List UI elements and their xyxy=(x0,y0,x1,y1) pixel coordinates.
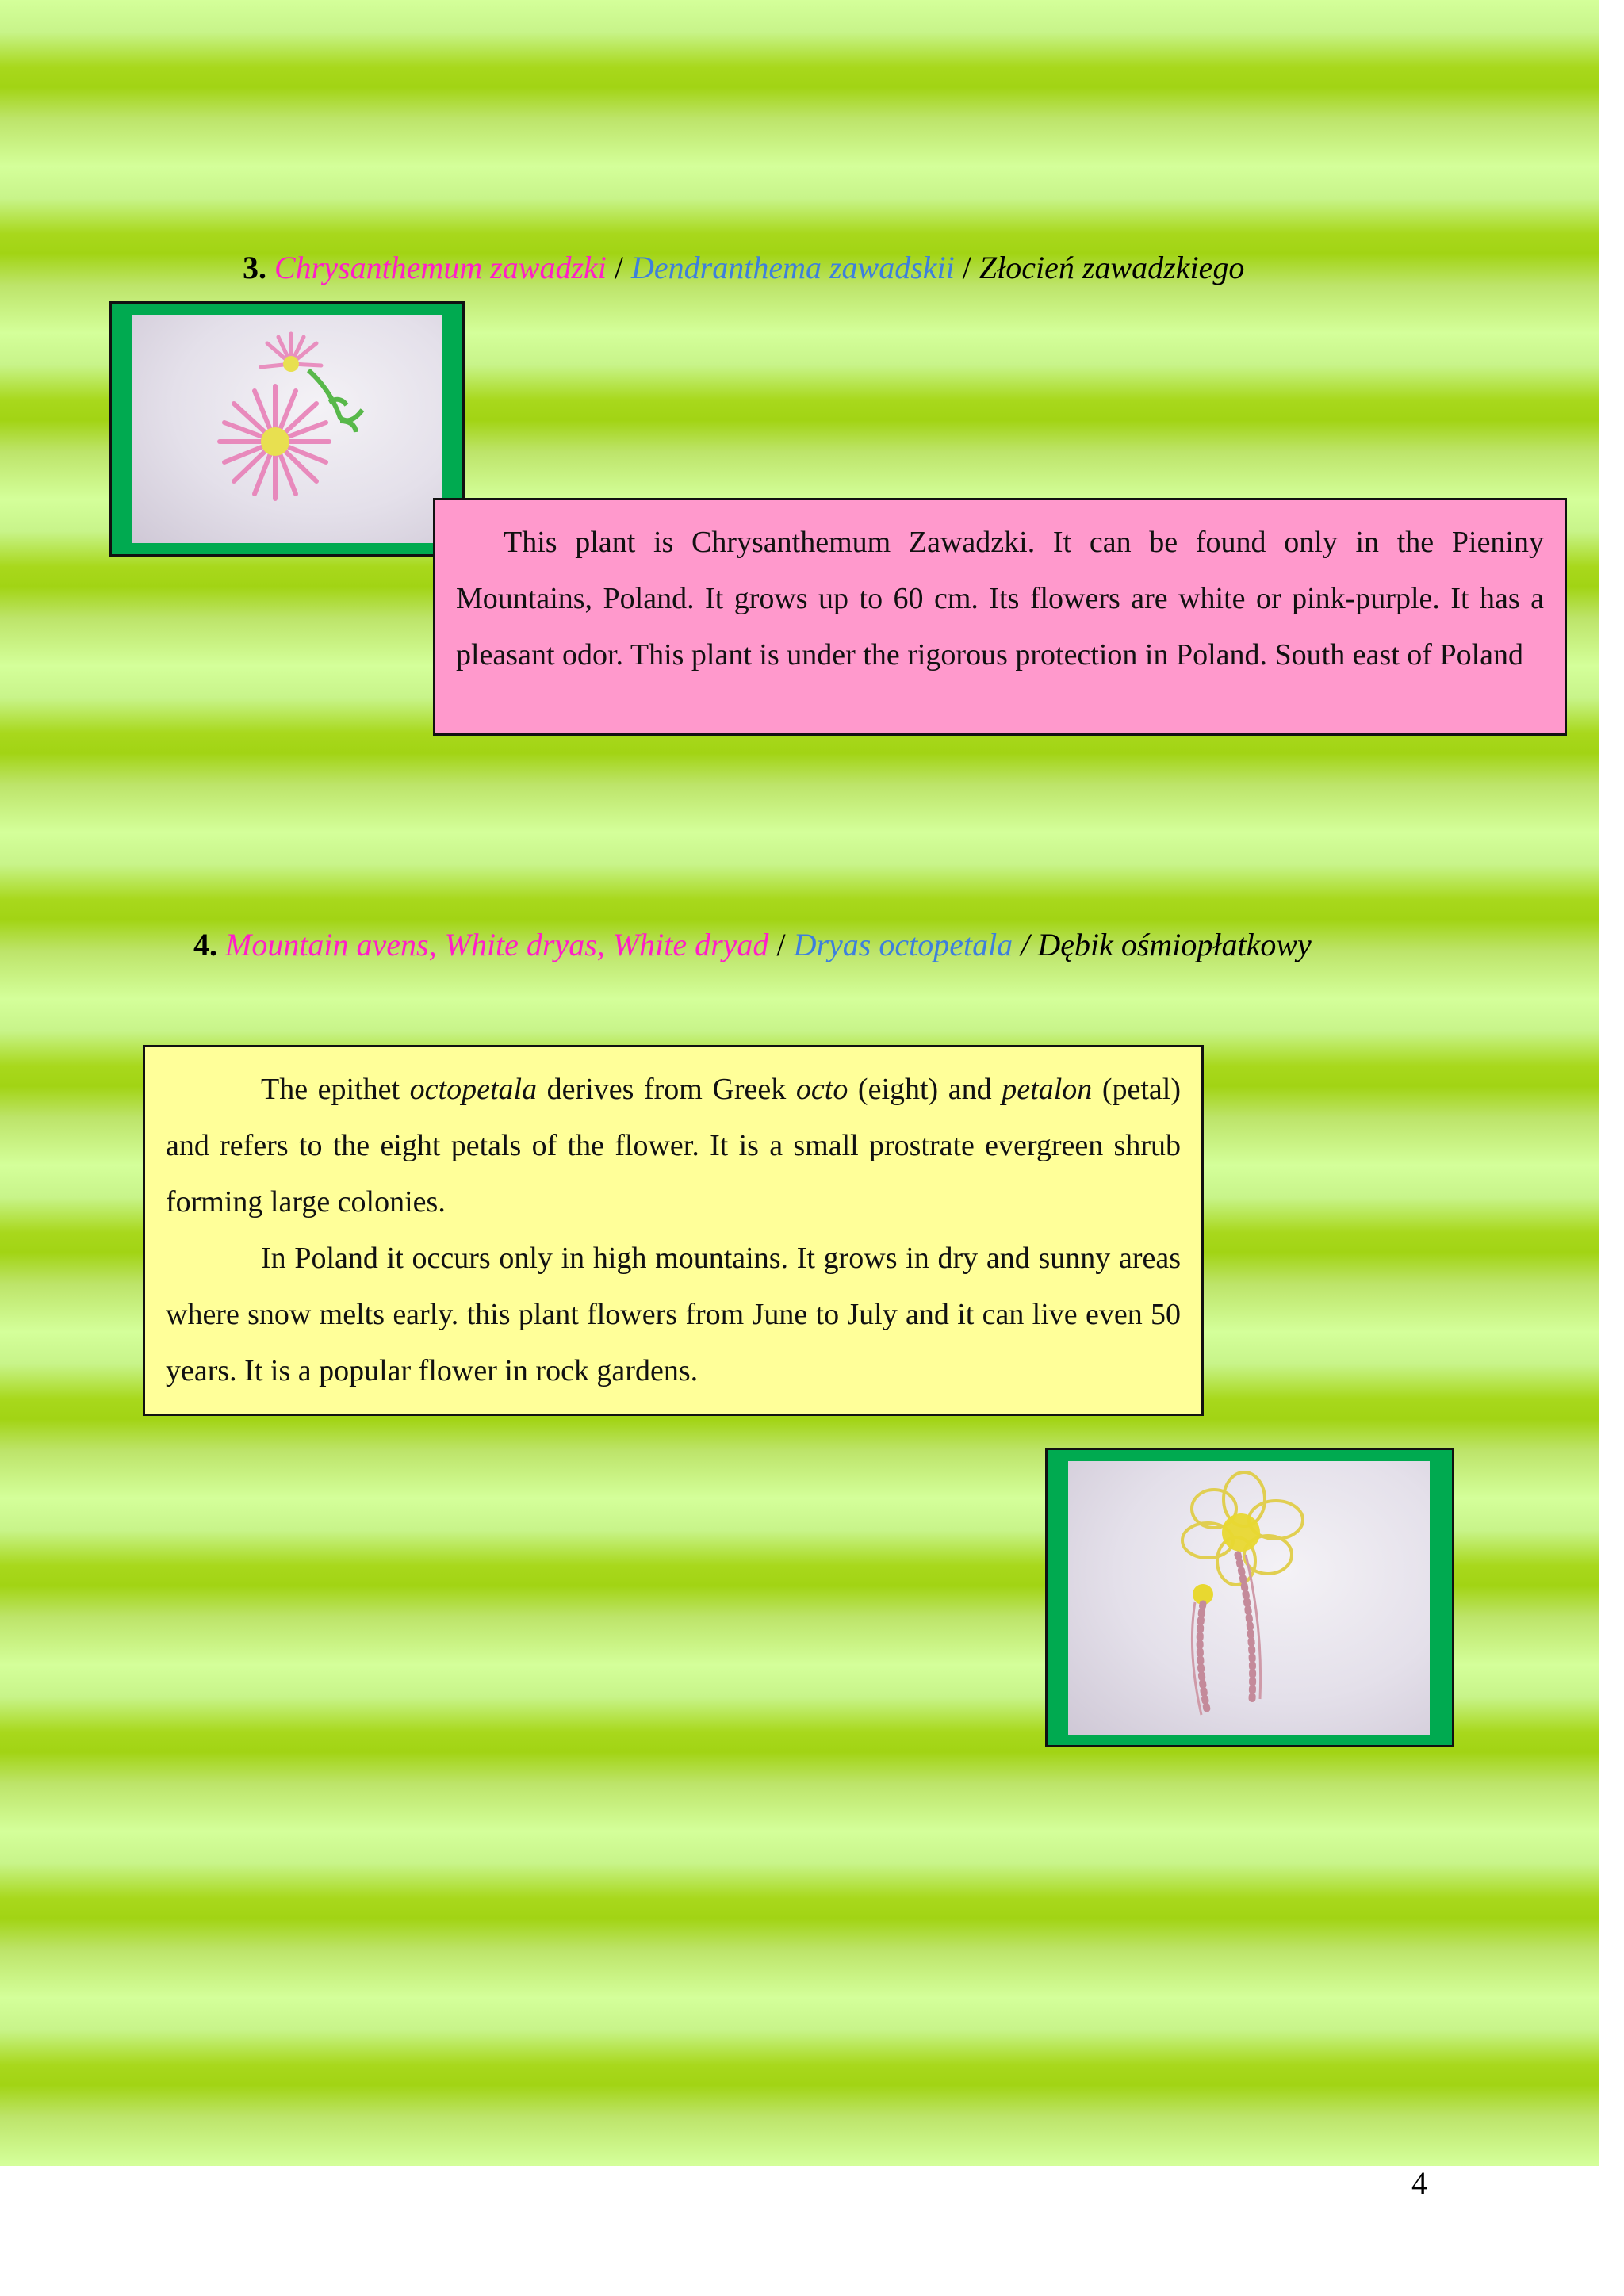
chrysanthemum-drawing-photo xyxy=(132,315,442,543)
section-3-name-polish: Złocień zawadzkiego xyxy=(979,250,1245,285)
dryas-para1-text-2: derives from Greek xyxy=(537,1073,796,1106)
section-3-name-synonym: Dendranthema zawadskii xyxy=(631,250,955,285)
dryas-para1-text-4: (petal) and refers to the eight petals of the flower. It is a small prostrate evergreen shrub forming large colonies. xyxy=(166,1073,1181,1219)
section-4-heading xyxy=(193,926,1312,964)
dryas-description-box xyxy=(143,1045,1204,1416)
section-4-separator-2: / xyxy=(1013,927,1038,962)
dryas-para1-text-1: The epithet xyxy=(261,1073,410,1106)
section-4-number: 4. xyxy=(193,927,217,962)
dryas-drawing xyxy=(1068,1461,1430,1735)
section-3-heading xyxy=(243,249,1244,287)
section-4-name-polish: Dębik ośmiopłatkowy xyxy=(1037,927,1312,962)
section-3-separator-1: / xyxy=(606,250,632,285)
dryas-paragraph-2: In Poland it occurs only in high mountains. It grows in dry and sunny areas where snow melts early. this plant flowers from June to July and it can live even 50 years. It is a popular flower in rock gardens. xyxy=(166,1242,1181,1387)
dryas-drawing-photo xyxy=(1068,1461,1430,1735)
dryas-para1-italic-3: petalon xyxy=(1002,1073,1093,1106)
chrysanthemum-photo-frame xyxy=(109,301,465,557)
section-4-separator-1: / xyxy=(768,927,794,962)
page-number: 4 xyxy=(1411,2165,1427,2201)
dryas-para1-italic-2: octo xyxy=(795,1073,848,1106)
dryas-photo-frame xyxy=(1045,1448,1454,1747)
chrysanthemum-description-box xyxy=(433,498,1567,736)
section-4-name-latin: Dryas octopetala xyxy=(793,927,1013,962)
dryas-para1-text-3: (eight) and xyxy=(848,1073,1002,1106)
section-3-separator-2: / xyxy=(954,250,979,285)
chrysanthemum-description: This plant is Chrysanthemum Zawadzki. It can be found only in the Pieniny Mountains, Poland. It grows up to 60 cm. Its flowers are white or pink-purple. It has a pleasant odor. This plant is under the rigorous protection in Poland. South east of Poland xyxy=(456,526,1544,672)
chrysanthemum-drawing xyxy=(132,315,442,543)
section-3-number: 3. xyxy=(243,250,266,285)
section-3-name-latin: Chrysanthemum zawadzki xyxy=(274,250,607,285)
dryas-paragraph-1 xyxy=(166,1062,1181,1230)
section-4-name-common: Mountain avens, White dryas, White dryad xyxy=(225,927,769,962)
dryas-para1-italic-1: octopetala xyxy=(409,1073,538,1106)
